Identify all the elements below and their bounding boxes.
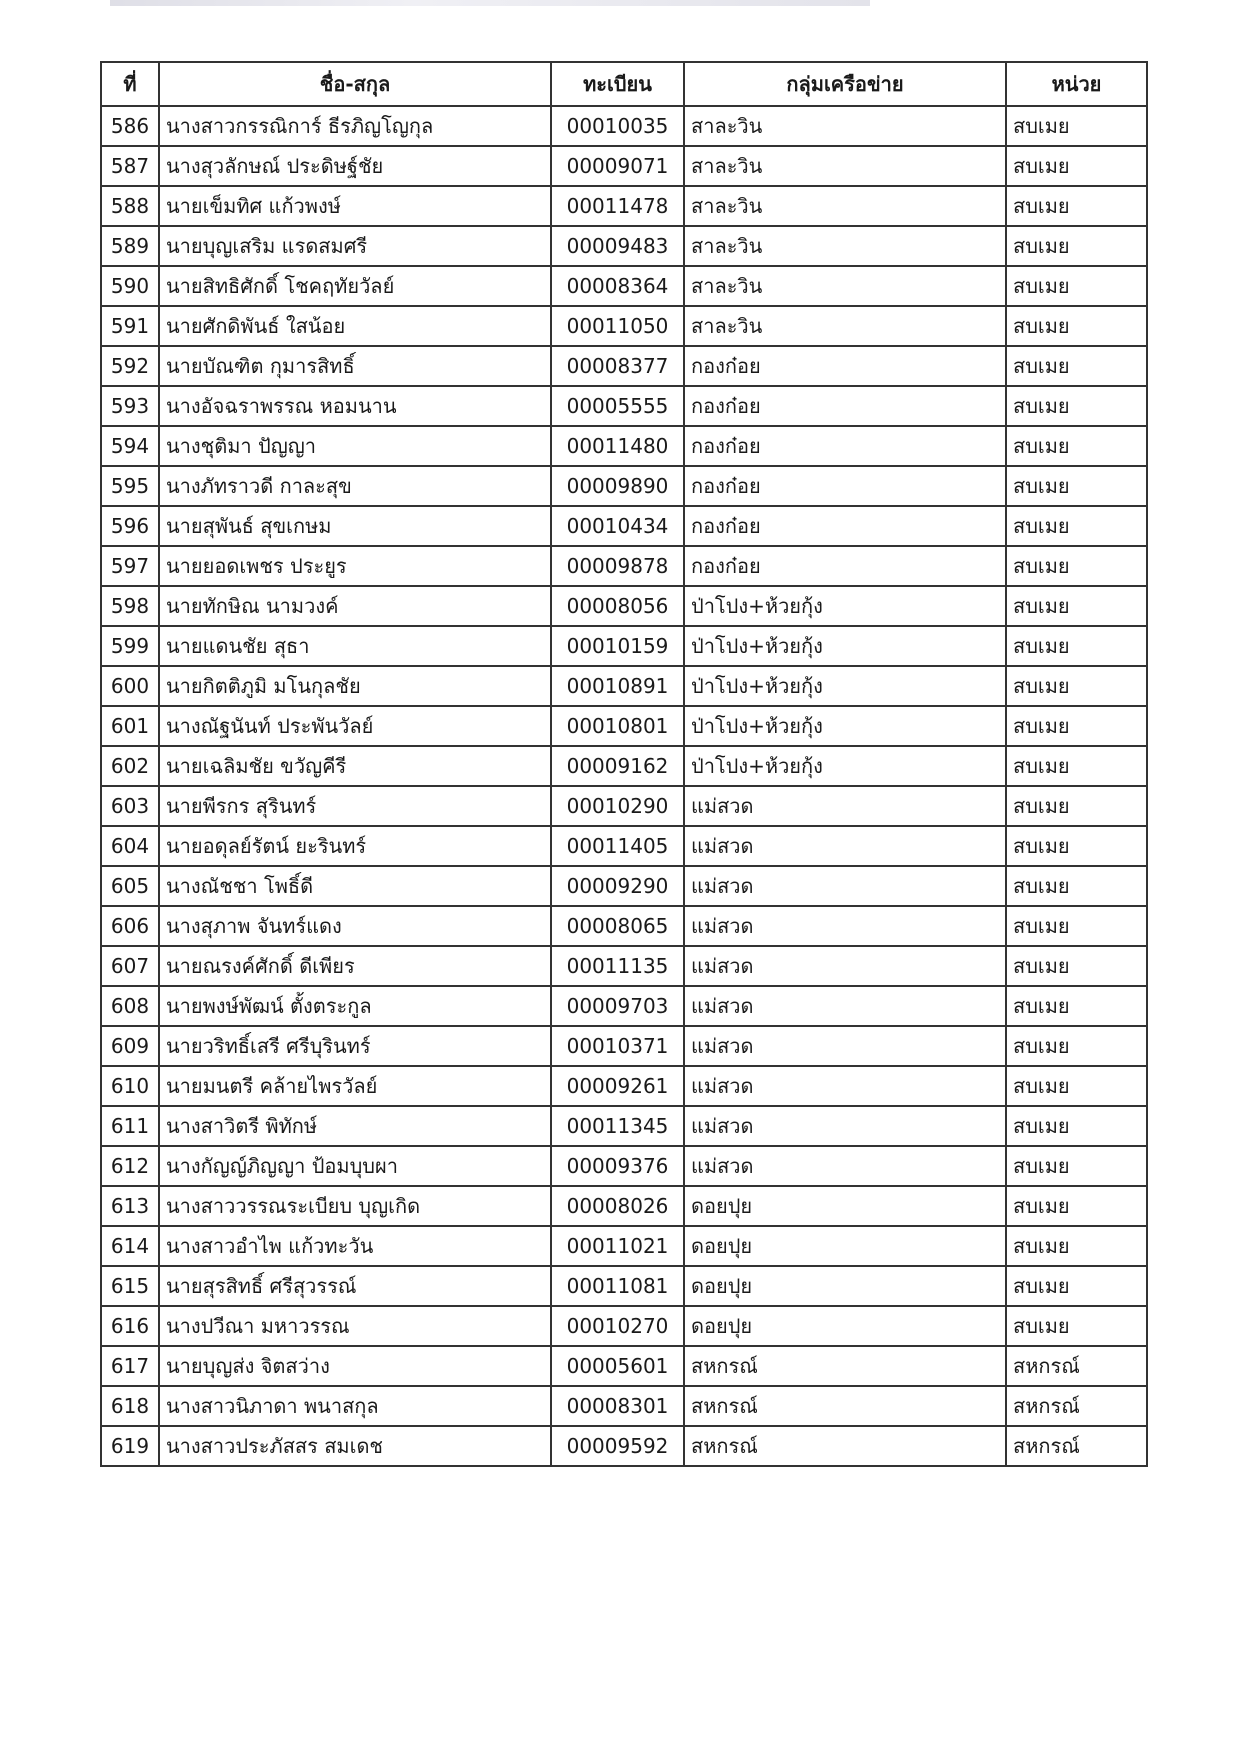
cell-registration: 00010290 — [551, 786, 684, 826]
cell-unit: สบเมย — [1006, 1146, 1147, 1186]
cell-unit: สบเมย — [1006, 146, 1147, 186]
cell-no: 619 — [101, 1426, 159, 1466]
cell-network-group: แม่สวด — [684, 906, 1006, 946]
cell-name: นางสาวนิภาดา พนาสกุล — [159, 1386, 551, 1426]
cell-no: 618 — [101, 1386, 159, 1426]
table-row — [101, 306, 1147, 346]
table-body — [101, 106, 1147, 1466]
cell-network-group: สาละวิน — [684, 226, 1006, 266]
cell-no: 601 — [101, 706, 159, 746]
cell-unit: สบเมย — [1006, 1226, 1147, 1266]
table-row — [101, 1066, 1147, 1106]
cell-registration: 00008377 — [551, 346, 684, 386]
cell-registration: 00008056 — [551, 586, 684, 626]
cell-network-group: สาละวิน — [684, 106, 1006, 146]
cell-network-group: กองก๋อย — [684, 346, 1006, 386]
table-row — [101, 1386, 1147, 1426]
table-row — [101, 266, 1147, 306]
cell-unit: สบเมย — [1006, 706, 1147, 746]
table-row — [101, 706, 1147, 746]
cell-registration: 00009290 — [551, 866, 684, 906]
cell-network-group: ดอยปุย — [684, 1226, 1006, 1266]
cell-registration: 00011405 — [551, 826, 684, 866]
cell-registration: 00008065 — [551, 906, 684, 946]
cell-unit: สบเมย — [1006, 1266, 1147, 1306]
cell-unit: สบเมย — [1006, 226, 1147, 266]
scan-edge-mark — [110, 0, 870, 6]
cell-no: 596 — [101, 506, 159, 546]
member-table — [100, 61, 1148, 1467]
cell-name: นางภัทราวดี กาละสุข — [159, 466, 551, 506]
table-row — [101, 866, 1147, 906]
cell-network-group: แม่สวด — [684, 1066, 1006, 1106]
cell-no: 616 — [101, 1306, 159, 1346]
header-network-group: กลุ่มเครือข่าย — [684, 62, 1006, 106]
cell-no: 591 — [101, 306, 159, 346]
cell-no: 610 — [101, 1066, 159, 1106]
cell-name: นายอดุลย์รัตน์ ยะรินทร์ — [159, 826, 551, 866]
cell-network-group: แม่สวด — [684, 946, 1006, 986]
header-no: ที่ — [101, 62, 159, 106]
cell-unit: สบเมย — [1006, 946, 1147, 986]
cell-network-group: สาละวิน — [684, 266, 1006, 306]
cell-network-group: สาละวิน — [684, 306, 1006, 346]
cell-network-group: กองก๋อย — [684, 506, 1006, 546]
table-row — [101, 946, 1147, 986]
cell-unit: สบเมย — [1006, 1306, 1147, 1346]
cell-no: 604 — [101, 826, 159, 866]
table-row — [101, 666, 1147, 706]
cell-name: นายยอดเพชร ประยูร — [159, 546, 551, 586]
table-row — [101, 106, 1147, 146]
cell-no: 614 — [101, 1226, 159, 1266]
cell-network-group: กองก๋อย — [684, 426, 1006, 466]
cell-network-group: แม่สวด — [684, 986, 1006, 1026]
cell-name: นางสาวกรรณิการ์ ธีรภิญโญกุล — [159, 106, 551, 146]
cell-name: นางสาวิตรี พิทักษ์ — [159, 1106, 551, 1146]
cell-network-group: แม่สวด — [684, 826, 1006, 866]
cell-no: 589 — [101, 226, 159, 266]
cell-name: นายเฉลิมชัย ขวัญคีรี — [159, 746, 551, 786]
cell-registration: 00010434 — [551, 506, 684, 546]
cell-no: 611 — [101, 1106, 159, 1146]
cell-unit: สบเมย — [1006, 626, 1147, 666]
cell-network-group: แม่สวด — [684, 786, 1006, 826]
cell-registration: 00010035 — [551, 106, 684, 146]
cell-no: 586 — [101, 106, 159, 146]
cell-network-group: สหกรณ์ — [684, 1386, 1006, 1426]
cell-registration: 00011050 — [551, 306, 684, 346]
cell-name: นางสาวอำไพ แก้วทะวัน — [159, 1226, 551, 1266]
cell-no: 605 — [101, 866, 159, 906]
cell-network-group: แม่สวด — [684, 1106, 1006, 1146]
table-row — [101, 146, 1147, 186]
cell-name: นายพงษ์พัฒน์ ตั้งตระกูล — [159, 986, 551, 1026]
table-row — [101, 906, 1147, 946]
cell-network-group: ป่าโปง+ห้วยกุ้ง — [684, 626, 1006, 666]
cell-name: นางปวีณา มหาวรรณ — [159, 1306, 551, 1346]
cell-registration: 00010270 — [551, 1306, 684, 1346]
cell-registration: 00011478 — [551, 186, 684, 226]
cell-unit: สบเมย — [1006, 266, 1147, 306]
table-row — [101, 226, 1147, 266]
cell-no: 600 — [101, 666, 159, 706]
cell-registration: 00005601 — [551, 1346, 684, 1386]
cell-no: 590 — [101, 266, 159, 306]
cell-unit: สหกรณ์ — [1006, 1386, 1147, 1426]
table-row — [101, 1106, 1147, 1146]
cell-unit: สบเมย — [1006, 386, 1147, 426]
cell-no: 595 — [101, 466, 159, 506]
cell-registration: 00008364 — [551, 266, 684, 306]
cell-network-group: แม่สวด — [684, 866, 1006, 906]
cell-no: 603 — [101, 786, 159, 826]
cell-network-group: กองก๋อย — [684, 386, 1006, 426]
cell-name: นางณัฐนันท์ ประพันวัลย์ — [159, 706, 551, 746]
cell-name: นายแดนชัย สุธา — [159, 626, 551, 666]
cell-no: 599 — [101, 626, 159, 666]
cell-registration: 00009261 — [551, 1066, 684, 1106]
table-row — [101, 1346, 1147, 1386]
cell-no: 617 — [101, 1346, 159, 1386]
cell-name: นายณรงค์ศักดิ์ ดีเพียร — [159, 946, 551, 986]
table-row — [101, 826, 1147, 866]
cell-no: 606 — [101, 906, 159, 946]
cell-name: นายสุรสิทธิ์ ศรีสุวรรณ์ — [159, 1266, 551, 1306]
cell-network-group: ป่าโปง+ห้วยกุ้ง — [684, 586, 1006, 626]
cell-registration: 00008301 — [551, 1386, 684, 1426]
cell-network-group: ดอยปุย — [684, 1186, 1006, 1226]
table-row — [101, 466, 1147, 506]
table-row — [101, 1266, 1147, 1306]
cell-registration: 00011081 — [551, 1266, 684, 1306]
table-row — [101, 426, 1147, 466]
table-row — [101, 506, 1147, 546]
cell-unit: สบเมย — [1006, 306, 1147, 346]
table-row — [101, 546, 1147, 586]
cell-name: นายสุพันธ์ สุขเกษม — [159, 506, 551, 546]
cell-unit: สบเมย — [1006, 1186, 1147, 1226]
cell-no: 598 — [101, 586, 159, 626]
cell-unit: สบเมย — [1006, 106, 1147, 146]
cell-unit: สบเมย — [1006, 906, 1147, 946]
table-row — [101, 1026, 1147, 1066]
table-row — [101, 626, 1147, 666]
table-row — [101, 186, 1147, 226]
cell-unit: สหกรณ์ — [1006, 1346, 1147, 1386]
header-registration: ทะเบียน — [551, 62, 684, 106]
cell-no: 613 — [101, 1186, 159, 1226]
cell-name: นายวริทธิ์เสรี ศรีบุรินทร์ — [159, 1026, 551, 1066]
cell-no: 587 — [101, 146, 159, 186]
cell-network-group: ดอยปุย — [684, 1266, 1006, 1306]
cell-network-group: ป่าโปง+ห้วยกุ้ง — [684, 706, 1006, 746]
cell-unit: สบเมย — [1006, 426, 1147, 466]
table-header-row — [101, 62, 1147, 106]
cell-unit: สบเมย — [1006, 986, 1147, 1026]
table-row — [101, 346, 1147, 386]
cell-no: 597 — [101, 546, 159, 586]
cell-unit: สบเมย — [1006, 746, 1147, 786]
cell-registration: 00009592 — [551, 1426, 684, 1466]
cell-name: นายสิทธิศักดิ์ โชคฤทัยวัลย์ — [159, 266, 551, 306]
cell-unit: สบเมย — [1006, 666, 1147, 706]
cell-registration: 00009162 — [551, 746, 684, 786]
cell-unit: สบเมย — [1006, 346, 1147, 386]
cell-no: 592 — [101, 346, 159, 386]
cell-name: นางสุภาพ จันทร์แดง — [159, 906, 551, 946]
cell-name: นางสาวประภัสสร สมเดช — [159, 1426, 551, 1466]
header-unit: หน่วย — [1006, 62, 1147, 106]
cell-registration: 00011021 — [551, 1226, 684, 1266]
cell-unit: สหกรณ์ — [1006, 1426, 1147, 1466]
cell-unit: สบเมย — [1006, 786, 1147, 826]
cell-no: 609 — [101, 1026, 159, 1066]
cell-registration: 00009890 — [551, 466, 684, 506]
table-row — [101, 586, 1147, 626]
cell-network-group: กองก๋อย — [684, 466, 1006, 506]
header-name: ชื่อ-สกุล — [159, 62, 551, 106]
cell-network-group: สหกรณ์ — [684, 1346, 1006, 1386]
cell-name: นายทักษิณ นามวงค์ — [159, 586, 551, 626]
cell-unit: สบเมย — [1006, 1106, 1147, 1146]
cell-registration: 00009703 — [551, 986, 684, 1026]
cell-network-group: ดอยปุย — [684, 1306, 1006, 1346]
cell-unit: สบเมย — [1006, 1026, 1147, 1066]
table-row — [101, 1226, 1147, 1266]
cell-no: 594 — [101, 426, 159, 466]
cell-registration: 00009483 — [551, 226, 684, 266]
cell-registration: 00005555 — [551, 386, 684, 426]
cell-registration: 00010159 — [551, 626, 684, 666]
cell-name: นางสาววรรณระเบียบ บุญเกิด — [159, 1186, 551, 1226]
cell-network-group: แม่สวด — [684, 1026, 1006, 1066]
cell-unit: สบเมย — [1006, 826, 1147, 866]
cell-registration: 00009071 — [551, 146, 684, 186]
cell-no: 612 — [101, 1146, 159, 1186]
cell-no: 588 — [101, 186, 159, 226]
table-row — [101, 1186, 1147, 1226]
cell-no: 602 — [101, 746, 159, 786]
cell-unit: สบเมย — [1006, 506, 1147, 546]
cell-name: นายบัณฑิต กุมารสิทธิ์ — [159, 346, 551, 386]
cell-name: นางณัชชา โพธิ์ดี — [159, 866, 551, 906]
cell-no: 607 — [101, 946, 159, 986]
cell-name: นางชุติมา ปัญญา — [159, 426, 551, 466]
cell-name: นายบุญเสริม แรดสมศรี — [159, 226, 551, 266]
table-row — [101, 746, 1147, 786]
cell-network-group: สาละวิน — [684, 146, 1006, 186]
cell-name: นางสุวลักษณ์ ประดิษฐ์ชัย — [159, 146, 551, 186]
table-row — [101, 786, 1147, 826]
cell-network-group: แม่สวด — [684, 1146, 1006, 1186]
cell-registration: 00010801 — [551, 706, 684, 746]
cell-registration: 00011480 — [551, 426, 684, 466]
cell-registration: 00010891 — [551, 666, 684, 706]
cell-unit: สบเมย — [1006, 586, 1147, 626]
cell-no: 615 — [101, 1266, 159, 1306]
cell-name: นางอัจฉราพรรณ หอมนาน — [159, 386, 551, 426]
table-row — [101, 1306, 1147, 1346]
cell-unit: สบเมย — [1006, 546, 1147, 586]
cell-network-group: กองก๋อย — [684, 546, 1006, 586]
cell-name: นายศักดิพันธ์ ใสน้อย — [159, 306, 551, 346]
cell-registration: 00009376 — [551, 1146, 684, 1186]
table-row — [101, 986, 1147, 1026]
cell-name: นายเข็มทิศ แก้วพงษ์ — [159, 186, 551, 226]
cell-unit: สบเมย — [1006, 466, 1147, 506]
cell-registration: 00011135 — [551, 946, 684, 986]
cell-no: 608 — [101, 986, 159, 1026]
table-row — [101, 1146, 1147, 1186]
cell-network-group: ป่าโปง+ห้วยกุ้ง — [684, 746, 1006, 786]
cell-name: นายมนตรี คล้ายไพรวัลย์ — [159, 1066, 551, 1106]
cell-registration: 00009878 — [551, 546, 684, 586]
cell-unit: สบเมย — [1006, 1066, 1147, 1106]
cell-name: นางกัญญ์ภิญญา ป้อมบุบผา — [159, 1146, 551, 1186]
cell-name: นายพีรกร สุรินทร์ — [159, 786, 551, 826]
table-row — [101, 1426, 1147, 1466]
cell-no: 593 — [101, 386, 159, 426]
cell-network-group: สหกรณ์ — [684, 1426, 1006, 1466]
cell-unit: สบเมย — [1006, 186, 1147, 226]
cell-name: นายบุญส่ง จิตสว่าง — [159, 1346, 551, 1386]
cell-registration: 00008026 — [551, 1186, 684, 1226]
cell-registration: 00010371 — [551, 1026, 684, 1066]
cell-registration: 00011345 — [551, 1106, 684, 1146]
cell-name: นายกิตติภูมิ มโนกุลชัย — [159, 666, 551, 706]
cell-network-group: สาละวิน — [684, 186, 1006, 226]
table-row — [101, 386, 1147, 426]
cell-unit: สบเมย — [1006, 866, 1147, 906]
cell-network-group: ป่าโปง+ห้วยกุ้ง — [684, 666, 1006, 706]
